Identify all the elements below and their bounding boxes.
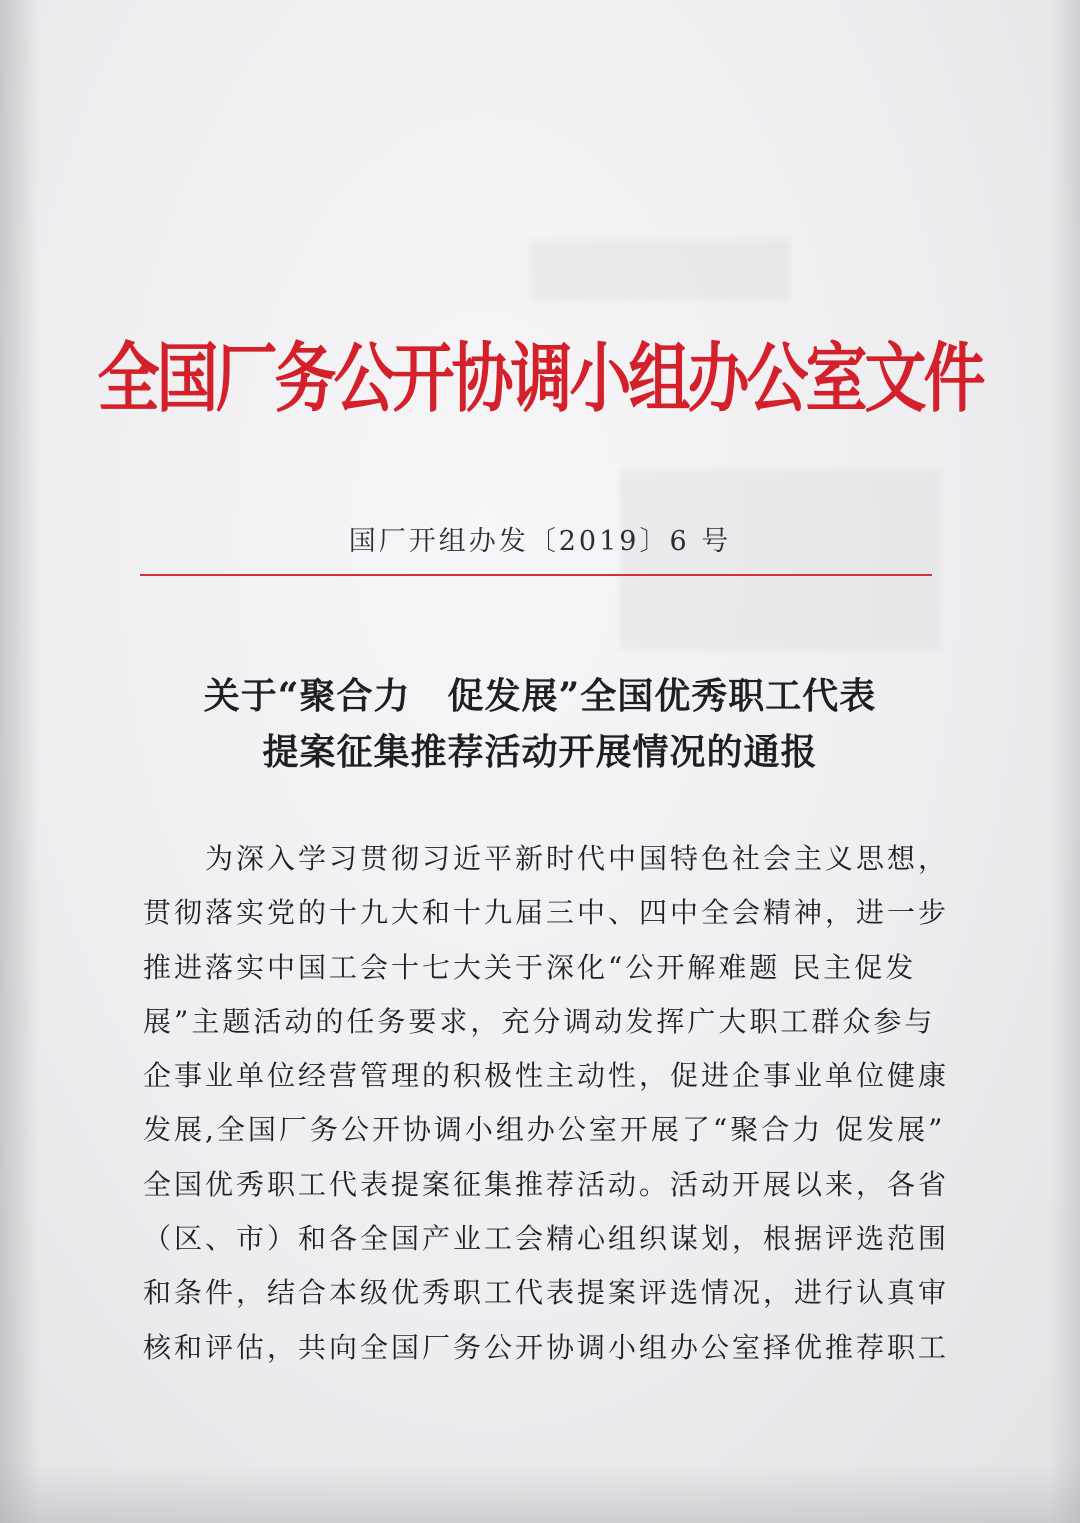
show-through-mark	[620, 470, 940, 650]
body-line: 展”主题活动的任务要求，充分调动发挥广大职工群众参与	[143, 1004, 936, 1038]
body-line: 贯彻落实党的十九大和十九届三中、四中全会精神，进一步	[143, 896, 950, 930]
body-line: 核和评估，共向全国厂务公开协调小组办公室择优推荐职工	[143, 1330, 950, 1364]
document-title	[0, 668, 1080, 780]
show-through-mark	[530, 240, 790, 300]
body-line: 为深入学习贯彻习近平新时代中国特色社会主义思想，	[143, 842, 950, 875]
document-title-line-1: 关于“聚合力 促发展”全国优秀职工代表	[203, 675, 877, 717]
body-line: （区、市）和各全国产业工会精心组织谋划，根据评选范围	[143, 1222, 950, 1256]
body-line: 全国优秀职工代表提案征集推荐活动。活动开展以来，各省	[143, 1167, 950, 1201]
body-line: 和条件，结合本级优秀职工代表提案评选情况，进行认真审	[143, 1276, 950, 1310]
body-line: 企事业单位经营管理的积极性主动性，促进企事业单位健康	[143, 1059, 950, 1093]
body-line: 发展,全国厂务公开协调小组办公室开展了“聚合力 促发展”	[143, 1113, 946, 1147]
header-red-rule	[140, 574, 932, 576]
document-title-line-2: 提案征集推荐活动开展情况的通报	[262, 731, 818, 773]
document-body	[143, 832, 950, 1375]
document-header-title: 全国厂务公开协调小组办公室文件	[97, 333, 983, 423]
body-line: 推进落实中国工会十七大关于深化“公开解难题 民主促发	[143, 950, 917, 984]
page-shadow-bottom	[0, 1463, 1080, 1523]
document-number: 国厂开组办发〔2019〕6 号	[348, 526, 732, 557]
